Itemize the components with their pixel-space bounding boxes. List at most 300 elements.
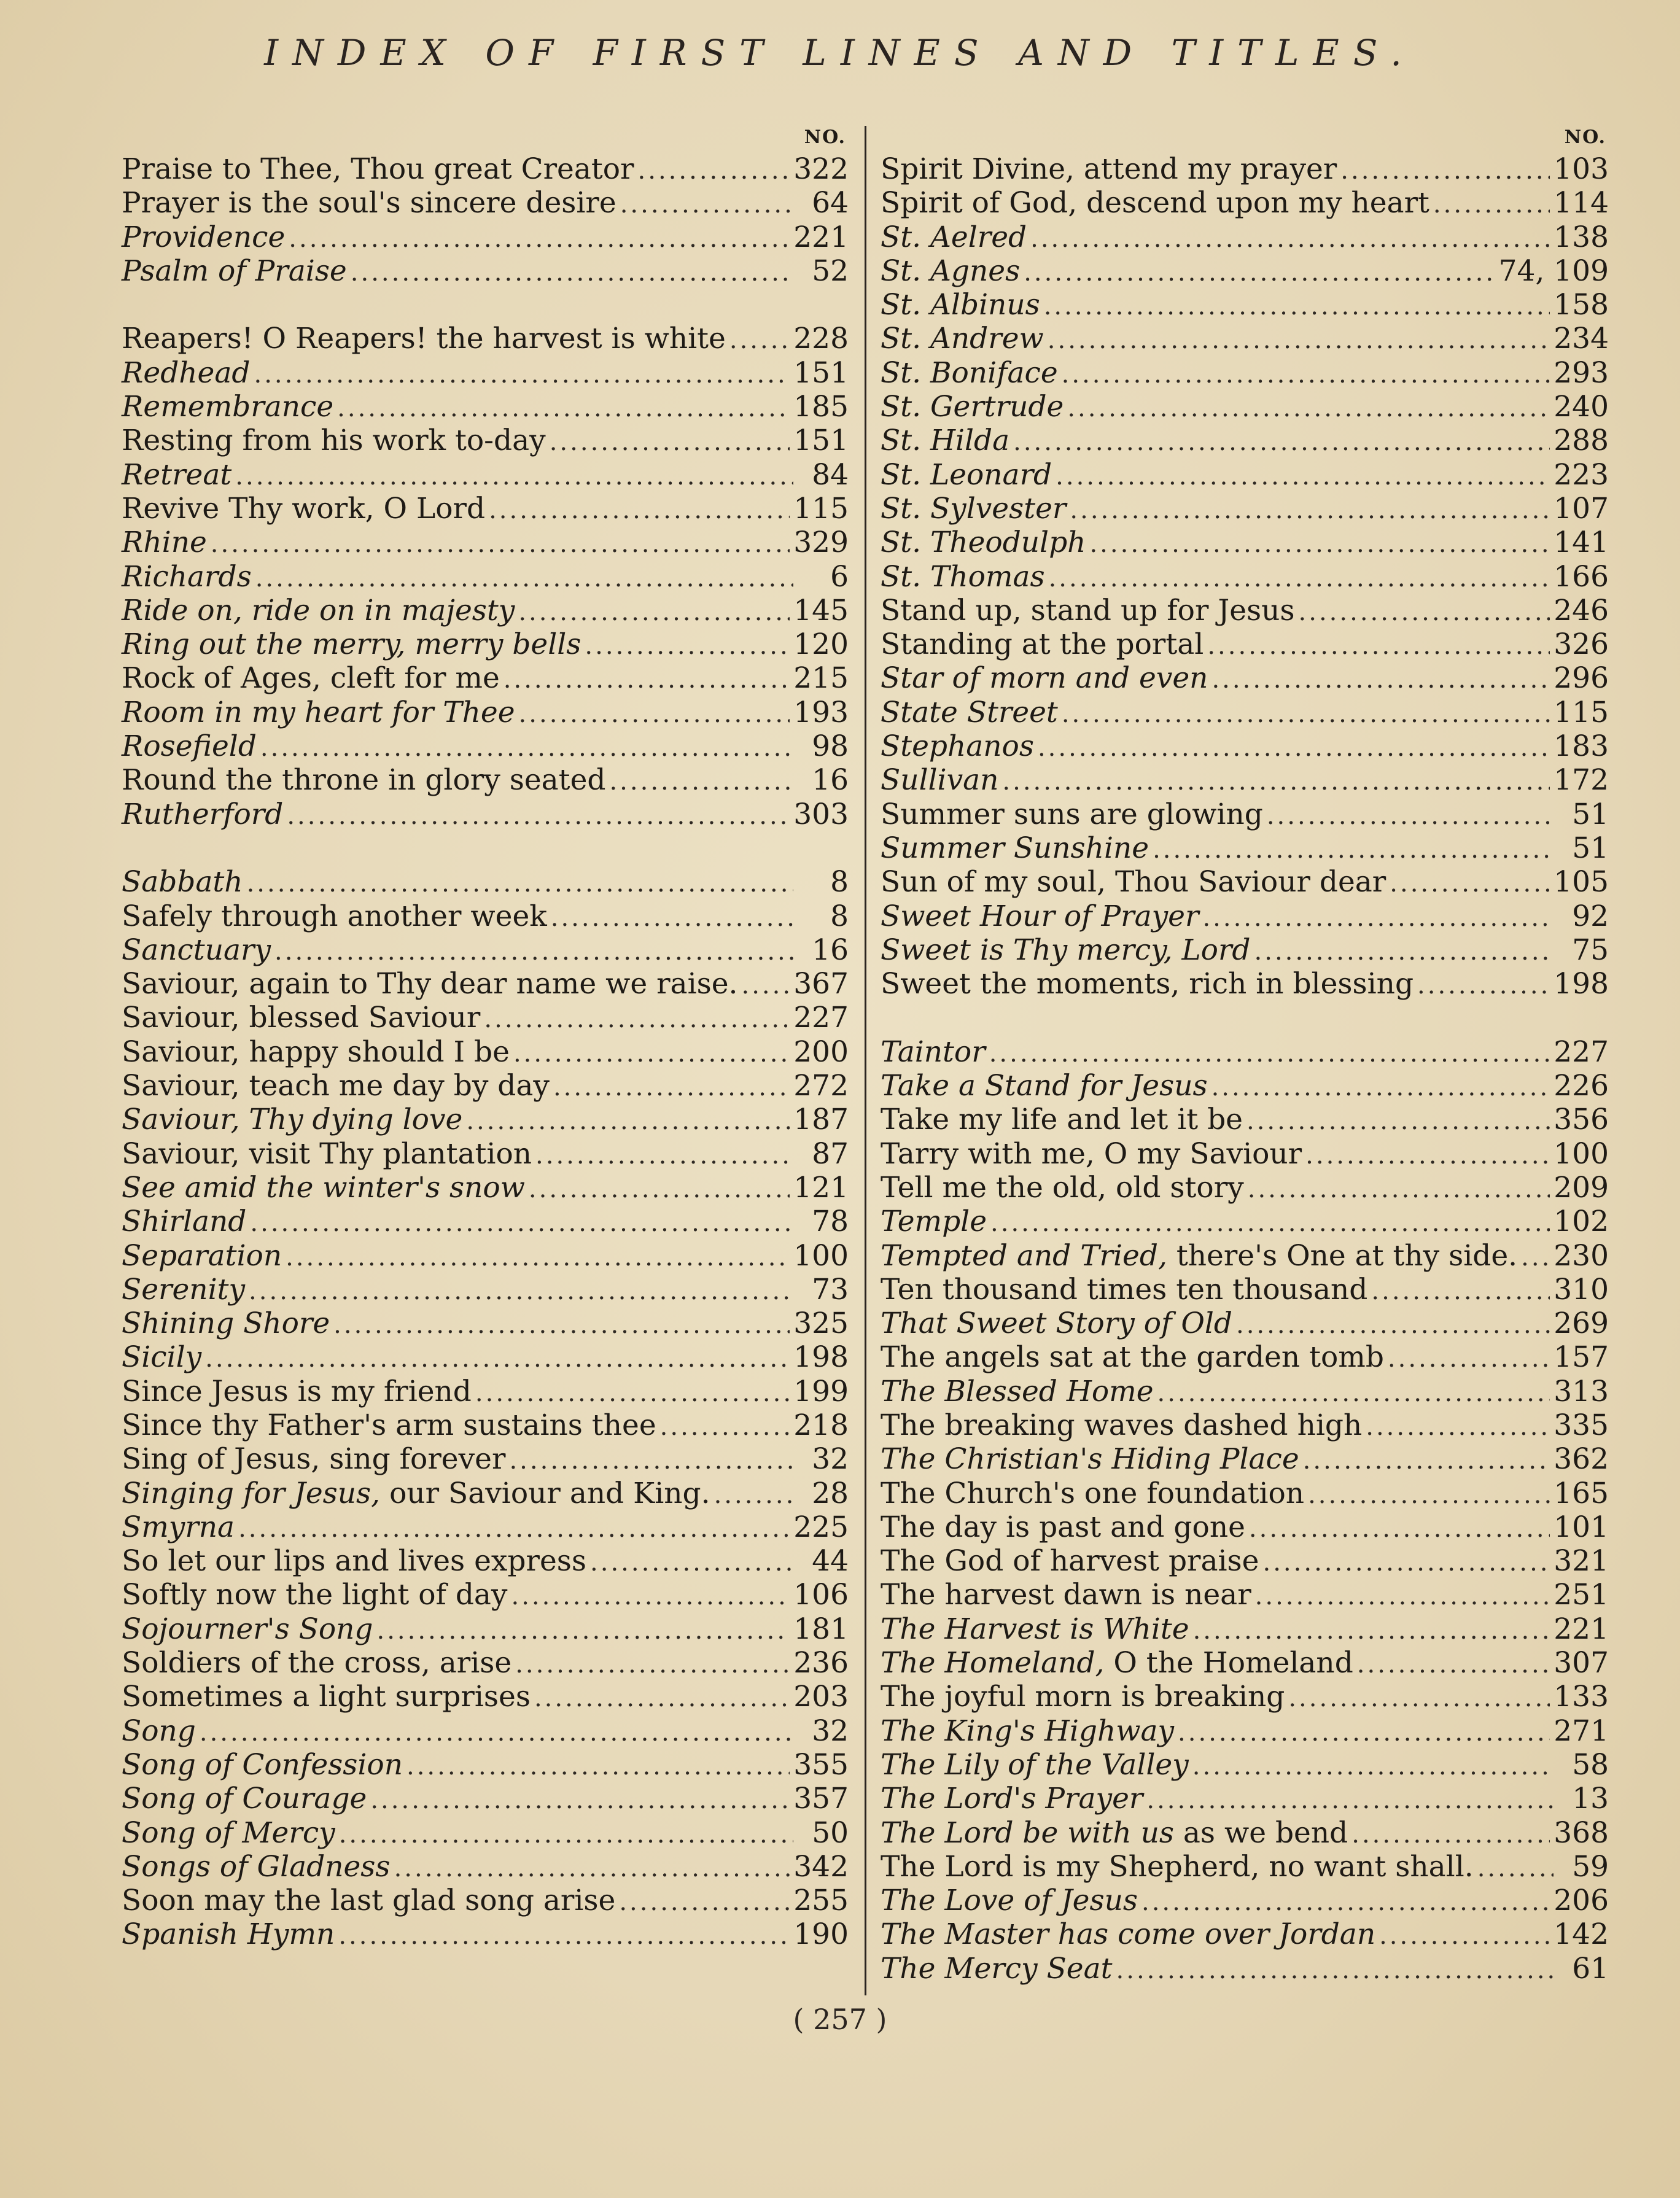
index-entry — [122, 1001, 849, 1035]
hymn-number: 51 — [1572, 797, 1609, 831]
index-entry — [881, 594, 1609, 627]
entry-title-text: Tarry with me, O my Saviour — [881, 1136, 1302, 1171]
index-entry — [122, 1714, 849, 1748]
index-entry — [122, 899, 849, 933]
dot-leader — [260, 731, 793, 765]
index-entry — [122, 1171, 849, 1205]
entry-title — [122, 627, 581, 661]
dot-leader — [741, 969, 790, 1003]
dot-leader — [1044, 290, 1550, 324]
index-entry — [881, 424, 1609, 457]
entry-title-text: Summer suns are glowing — [881, 797, 1263, 831]
hymn-number: 293 — [1554, 355, 1609, 390]
entry-title-text: Sabbath — [122, 865, 243, 899]
hymn-number: 172 — [1554, 763, 1609, 798]
dot-leader — [1002, 765, 1550, 799]
entry-title — [122, 1171, 525, 1205]
dot-leader — [286, 1241, 790, 1275]
hymn-number: 8 — [830, 865, 849, 899]
entry-title-text: Saviour, Thy dying love — [122, 1103, 463, 1137]
dot-leader — [1048, 324, 1550, 357]
entry-title — [122, 322, 726, 355]
index-entry — [122, 661, 849, 695]
entry-title — [122, 186, 616, 220]
entry-title-text: Song — [122, 1714, 196, 1748]
hymn-number: 271 — [1554, 1714, 1609, 1748]
index-entry — [881, 254, 1609, 288]
hymn-number: 357 — [793, 1782, 849, 1816]
dot-leader — [254, 358, 790, 392]
entry-title-text: Since thy Father's arm sustains thee — [122, 1408, 656, 1442]
hymn-number: 105 — [1554, 865, 1609, 899]
dot-leader — [1030, 222, 1550, 256]
entry-title — [881, 1137, 1302, 1171]
entry-title — [881, 696, 1058, 729]
hymn-number: 326 — [1554, 627, 1609, 662]
entry-title-text: Sicily — [122, 1340, 202, 1375]
dot-leader — [1049, 562, 1550, 596]
entry-title — [881, 831, 1149, 865]
entry-title — [881, 1714, 1174, 1748]
index-entry — [122, 1544, 849, 1578]
hymn-number: 190 — [793, 1917, 849, 1952]
entry-title — [122, 1442, 505, 1476]
dot-leader — [1417, 969, 1550, 1003]
hymn-number: 133 — [1554, 1680, 1609, 1714]
entry-title — [122, 933, 271, 967]
index-entry — [122, 1917, 849, 1951]
index-entry — [122, 627, 849, 661]
hymn-number: 16 — [812, 933, 849, 967]
dot-leader — [551, 901, 793, 935]
entry-title-text: St. Leonard — [881, 457, 1052, 492]
entry-title-text: Spanish Hymn — [122, 1917, 335, 1952]
entry-title — [881, 1884, 1138, 1917]
entry-title — [122, 1035, 510, 1069]
index-entry — [881, 356, 1609, 390]
index-entry — [881, 1477, 1609, 1510]
entry-title-text: The King's Highway — [881, 1714, 1175, 1748]
index-entry — [122, 1137, 849, 1171]
entry-title — [881, 1612, 1189, 1646]
entry-title — [122, 1816, 335, 1850]
hymn-number: 59 — [1572, 1849, 1609, 1884]
entry-title — [122, 560, 252, 594]
dot-leader — [333, 1308, 790, 1342]
hymn-number: 251 — [1554, 1578, 1609, 1612]
index-entry — [881, 1137, 1609, 1171]
index-entry — [122, 458, 849, 492]
entry-title — [881, 1340, 1384, 1374]
dot-leader — [200, 1716, 793, 1750]
entry-title — [881, 899, 1199, 933]
entry-title-text: Stand up, stand up for Jesus — [881, 593, 1295, 627]
hymn-number: 310 — [1554, 1272, 1609, 1307]
index-entry — [122, 1205, 849, 1238]
hymn-number: 32 — [812, 1442, 849, 1477]
index-entry — [122, 254, 849, 288]
entry-title-text: St. Sylvester — [881, 491, 1067, 526]
dot-leader — [274, 935, 793, 969]
entry-title-text: Rosefield — [122, 729, 257, 764]
dot-leader — [1056, 460, 1550, 494]
hymn-number: 230 — [1554, 1238, 1609, 1273]
hymn-number: 52 — [812, 254, 849, 288]
entry-title — [122, 967, 737, 1001]
index-entry — [881, 865, 1609, 899]
dot-leader — [504, 663, 790, 697]
entry-title-text: Praise to Thee, Thou great Creator — [122, 152, 634, 186]
entry-title-text: Rock of Ages, cleft for me — [122, 661, 500, 696]
hymn-number: 335 — [1554, 1408, 1609, 1442]
entry-title-text: State Street — [881, 695, 1058, 729]
entry-title — [122, 1340, 201, 1374]
dot-leader — [714, 1478, 793, 1512]
entry-title — [881, 1917, 1375, 1951]
entry-title-text: Tell me the old, old story — [881, 1170, 1244, 1205]
entry-title-text: Sweet is Thy mercy, Lord — [881, 933, 1251, 967]
entry-title — [881, 1103, 1243, 1136]
hymn-number: 50 — [812, 1815, 849, 1850]
entry-title-text: The God of harvest praise — [881, 1544, 1259, 1579]
index-column-left — [122, 123, 849, 1952]
hymn-number: 362 — [1554, 1442, 1609, 1477]
number-column-header: NO. — [1564, 126, 1606, 148]
entry-title-tail: as we bend — [1173, 1815, 1348, 1850]
hymn-number: 209 — [1554, 1170, 1609, 1205]
number-column-header: NO. — [804, 126, 846, 148]
entry-title — [881, 526, 1086, 559]
index-entry — [122, 729, 849, 763]
hymn-number: 187 — [793, 1103, 849, 1137]
dot-leader — [1366, 1410, 1550, 1444]
dot-leader — [376, 1614, 790, 1648]
index-entry — [881, 288, 1609, 322]
entry-title — [881, 1680, 1285, 1714]
entry-title-text: Saviour, again to Thy dear name we raise. — [122, 967, 738, 1001]
dot-leader — [489, 494, 790, 527]
hymn-number: 325 — [793, 1307, 849, 1341]
entry-title — [881, 390, 1064, 424]
hymn-number: 84 — [812, 457, 849, 492]
entry-title-text: Standing at the portal — [881, 627, 1204, 662]
hymn-number: 121 — [793, 1170, 849, 1205]
entry-title-text: Saviour, teach me day by day — [122, 1069, 550, 1103]
entry-title — [122, 254, 347, 288]
entry-title — [881, 594, 1295, 627]
hymn-number: 142 — [1554, 1917, 1609, 1952]
entry-title-text: Sanctuary — [122, 933, 271, 967]
entry-title — [881, 1544, 1259, 1578]
index-entry — [122, 186, 849, 220]
entry-title — [881, 1477, 1304, 1510]
index-entry — [881, 1375, 1609, 1408]
index-entry — [122, 1748, 849, 1782]
entry-title-text: Sweet Hour of Prayer — [881, 899, 1199, 933]
hymn-number: 313 — [1554, 1374, 1609, 1408]
hymn-number: 183 — [1554, 729, 1609, 764]
entry-title — [881, 1510, 1245, 1544]
dot-leader — [338, 1919, 790, 1953]
dot-leader — [1062, 697, 1550, 731]
dot-leader — [1067, 392, 1550, 425]
hymn-number: 296 — [1554, 661, 1609, 696]
entry-title-text: Soon may the last glad song arise — [122, 1884, 616, 1918]
entry-title-text: Retreat — [122, 457, 232, 492]
hymn-number: 215 — [793, 661, 849, 696]
entry-title — [881, 1307, 1232, 1340]
dot-leader — [1192, 1750, 1554, 1784]
index-entry — [881, 458, 1609, 492]
index-entry — [122, 492, 849, 526]
index-entry — [881, 1544, 1609, 1578]
entry-title — [122, 696, 515, 729]
dot-leader — [1390, 867, 1550, 901]
entry-title — [881, 254, 1020, 288]
index-entry — [881, 220, 1609, 254]
entry-title-text: St. Andrew — [881, 322, 1044, 356]
entry-title — [881, 458, 1052, 492]
entry-title-text: Ride on, ride on in majesty — [122, 593, 515, 627]
dot-leader — [553, 1071, 790, 1105]
dot-leader — [660, 1410, 790, 1444]
entry-title — [122, 1748, 403, 1782]
dot-leader — [370, 1784, 790, 1817]
entry-title-text: The day is past and gone — [881, 1510, 1245, 1544]
entry-title — [122, 1307, 330, 1340]
hymn-number: 223 — [1554, 457, 1609, 492]
entry-title-text: Remembrance — [122, 390, 334, 424]
dot-leader — [1089, 527, 1550, 561]
entry-title — [881, 865, 1386, 899]
index-entry — [881, 1408, 1609, 1442]
hymn-number: 145 — [793, 593, 849, 627]
entry-title-text: Sometimes a light surprises — [122, 1680, 531, 1714]
index-entry — [881, 1035, 1609, 1069]
entry-title — [122, 729, 257, 763]
entry-title-text: Stephanos — [881, 729, 1034, 764]
hymn-number: 199 — [793, 1374, 849, 1408]
entry-title-text: Serenity — [122, 1272, 246, 1307]
entry-title-text: That Sweet Story of Old — [881, 1307, 1232, 1341]
entry-title — [881, 1171, 1244, 1205]
entry-title — [881, 356, 1058, 390]
hymn-number: 151 — [793, 424, 849, 458]
hymn-number: 92 — [1572, 899, 1609, 933]
page-title: INDEX OF FIRST LINES AND TITLES. — [264, 32, 1416, 74]
entry-title — [122, 220, 285, 254]
entry-title — [881, 220, 1027, 254]
index-entry — [122, 1612, 849, 1646]
hymn-number: 6 — [830, 559, 849, 594]
dot-leader — [1141, 1885, 1550, 1919]
index-entry — [122, 696, 849, 729]
dot-leader — [1254, 935, 1554, 969]
index-entry — [881, 899, 1609, 933]
entry-title-text: Safely through another week — [122, 899, 547, 933]
entry-title — [122, 424, 546, 457]
entry-title — [122, 1782, 367, 1815]
index-entry — [881, 696, 1609, 729]
hymn-number: 356 — [1554, 1103, 1609, 1137]
hymn-number: 166 — [1554, 559, 1609, 594]
dot-leader — [1255, 1580, 1550, 1614]
hymn-number: 206 — [1554, 1884, 1609, 1918]
dot-leader — [550, 425, 790, 459]
index-entry — [881, 1816, 1609, 1850]
hymn-number: 225 — [793, 1510, 849, 1544]
entry-title-text: St. Theodulph — [881, 526, 1086, 560]
dot-leader — [247, 867, 793, 901]
entry-title — [122, 1069, 550, 1103]
index-entry — [122, 933, 849, 967]
hymn-number: 185 — [793, 390, 849, 424]
entry-title — [881, 798, 1263, 831]
entry-title-text: Round the throne in glory seated — [122, 763, 606, 798]
index-entry — [881, 1510, 1609, 1544]
dot-leader — [1038, 731, 1550, 765]
index-entry — [122, 390, 849, 424]
entry-title — [881, 661, 1208, 695]
dot-leader — [1246, 1105, 1550, 1138]
hymn-number: 226 — [1554, 1069, 1609, 1103]
entry-title — [122, 458, 231, 492]
entry-title-tail: there's One at thy side. — [1167, 1238, 1518, 1273]
entry-title-text: Soldiers of the cross, arise — [122, 1646, 512, 1680]
index-entry — [122, 594, 849, 627]
dot-leader — [249, 1275, 793, 1308]
hymn-number: 100 — [1554, 1136, 1609, 1171]
entry-title-text: The Mercy Seat — [881, 1951, 1113, 1986]
index-entry — [122, 1103, 849, 1136]
entry-title-text: Songs of Gladness — [122, 1849, 391, 1884]
dot-leader — [1263, 1546, 1550, 1580]
hymn-number: 51 — [1572, 831, 1609, 865]
dot-leader — [255, 562, 793, 596]
dot-leader — [590, 1546, 793, 1580]
entry-title-text: Ten thousand times ten thousand — [881, 1272, 1368, 1307]
index-entry — [881, 1171, 1609, 1205]
index-entry — [881, 1680, 1609, 1714]
hymn-number: 8 — [830, 899, 849, 933]
entry-title — [881, 152, 1337, 186]
dot-leader — [466, 1105, 790, 1138]
entry-title — [881, 967, 1414, 1001]
entry-title — [881, 1578, 1251, 1612]
index-entry — [122, 1782, 849, 1815]
entry-title — [122, 356, 250, 390]
hymn-number: 228 — [793, 322, 849, 356]
entry-title — [122, 763, 605, 797]
hymn-number: 100 — [793, 1238, 849, 1273]
dot-leader — [1267, 799, 1554, 833]
hymn-number: 101 — [1554, 1510, 1609, 1544]
hymn-number: 75 — [1572, 933, 1609, 967]
hymn-number: 158 — [1554, 288, 1609, 322]
entry-title-text: St. Gertrude — [881, 390, 1064, 424]
entry-title — [122, 865, 243, 899]
dot-leader — [1379, 1919, 1550, 1953]
entry-title — [881, 1273, 1367, 1307]
hymn-number: 151 — [793, 355, 849, 390]
dot-leader — [1178, 1716, 1550, 1750]
index-entry — [881, 492, 1609, 526]
entry-title — [122, 390, 333, 424]
entry-title-text: Spirit Divine, attend my prayer — [881, 152, 1337, 186]
index-entry — [881, 1646, 1609, 1680]
entry-title-text: St. Boniface — [881, 355, 1058, 390]
hymn-number: 120 — [793, 627, 849, 662]
hymn-number: 107 — [1554, 491, 1609, 526]
entry-title — [122, 798, 283, 831]
entry-title — [122, 1137, 532, 1171]
dot-leader — [235, 460, 793, 494]
entry-title — [881, 1069, 1208, 1103]
entry-title-text: Smyrna — [122, 1510, 235, 1544]
dot-leader — [1146, 1784, 1554, 1817]
hymn-number: 115 — [1554, 695, 1609, 729]
dot-leader — [1351, 1818, 1550, 1852]
index-entry — [881, 1273, 1609, 1307]
entry-title-text: The Lord is my Shepherd, no want shall. — [881, 1849, 1474, 1884]
entry-title-text: Richards — [122, 559, 252, 594]
hymn-number: 106 — [793, 1578, 849, 1612]
index-entry — [122, 560, 849, 594]
entry-title — [122, 1680, 531, 1714]
index-entry — [881, 526, 1609, 559]
entry-title-text: The Lily of the Valley — [881, 1747, 1189, 1782]
entry-title-text: Taintor — [881, 1035, 986, 1069]
entry-title — [122, 526, 207, 559]
index-entry — [122, 1680, 849, 1714]
dot-leader — [518, 596, 790, 629]
hymn-number: 198 — [793, 1340, 849, 1375]
entry-title-text: The Harvest is White — [881, 1612, 1189, 1646]
entry-title — [881, 1952, 1113, 1986]
dot-leader — [339, 1818, 793, 1852]
hymn-number: 102 — [1554, 1205, 1609, 1239]
dot-leader — [1388, 1342, 1550, 1376]
index-entry — [122, 1273, 849, 1307]
entry-title-text: St. Aelred — [881, 220, 1027, 254]
index-entry — [881, 831, 1609, 865]
entry-title-text: Separation — [122, 1238, 282, 1273]
dot-leader — [1070, 494, 1550, 527]
entry-title — [881, 1816, 1348, 1850]
entry-title-text: The breaking waves dashed high — [881, 1408, 1363, 1442]
entry-title-text: The harvest dawn is near — [881, 1578, 1251, 1612]
hymn-number: 28 — [812, 1476, 849, 1510]
entry-title — [122, 1375, 472, 1408]
hymn-number: 221 — [1554, 1612, 1609, 1646]
index-entry — [881, 1307, 1609, 1340]
dot-leader — [1371, 1275, 1550, 1308]
entry-title-text: Rutherford — [122, 797, 284, 831]
dot-leader — [1340, 154, 1550, 188]
section-gap — [881, 1001, 1609, 1035]
entry-title-text: Take my life and let it be — [881, 1103, 1243, 1137]
entry-title-text: Redhead — [122, 355, 251, 390]
dot-leader — [287, 799, 790, 833]
hymn-number: 321 — [1554, 1544, 1609, 1579]
entry-title — [122, 1273, 245, 1307]
entry-title-text: Sojourner's Song — [122, 1612, 373, 1646]
entry-title — [881, 1850, 1474, 1884]
entry-title-text: Song of Mercy — [122, 1815, 335, 1850]
index-entry — [122, 526, 849, 559]
hymn-number: 269 — [1554, 1307, 1609, 1341]
hymn-number: 74, 109 — [1498, 254, 1609, 288]
